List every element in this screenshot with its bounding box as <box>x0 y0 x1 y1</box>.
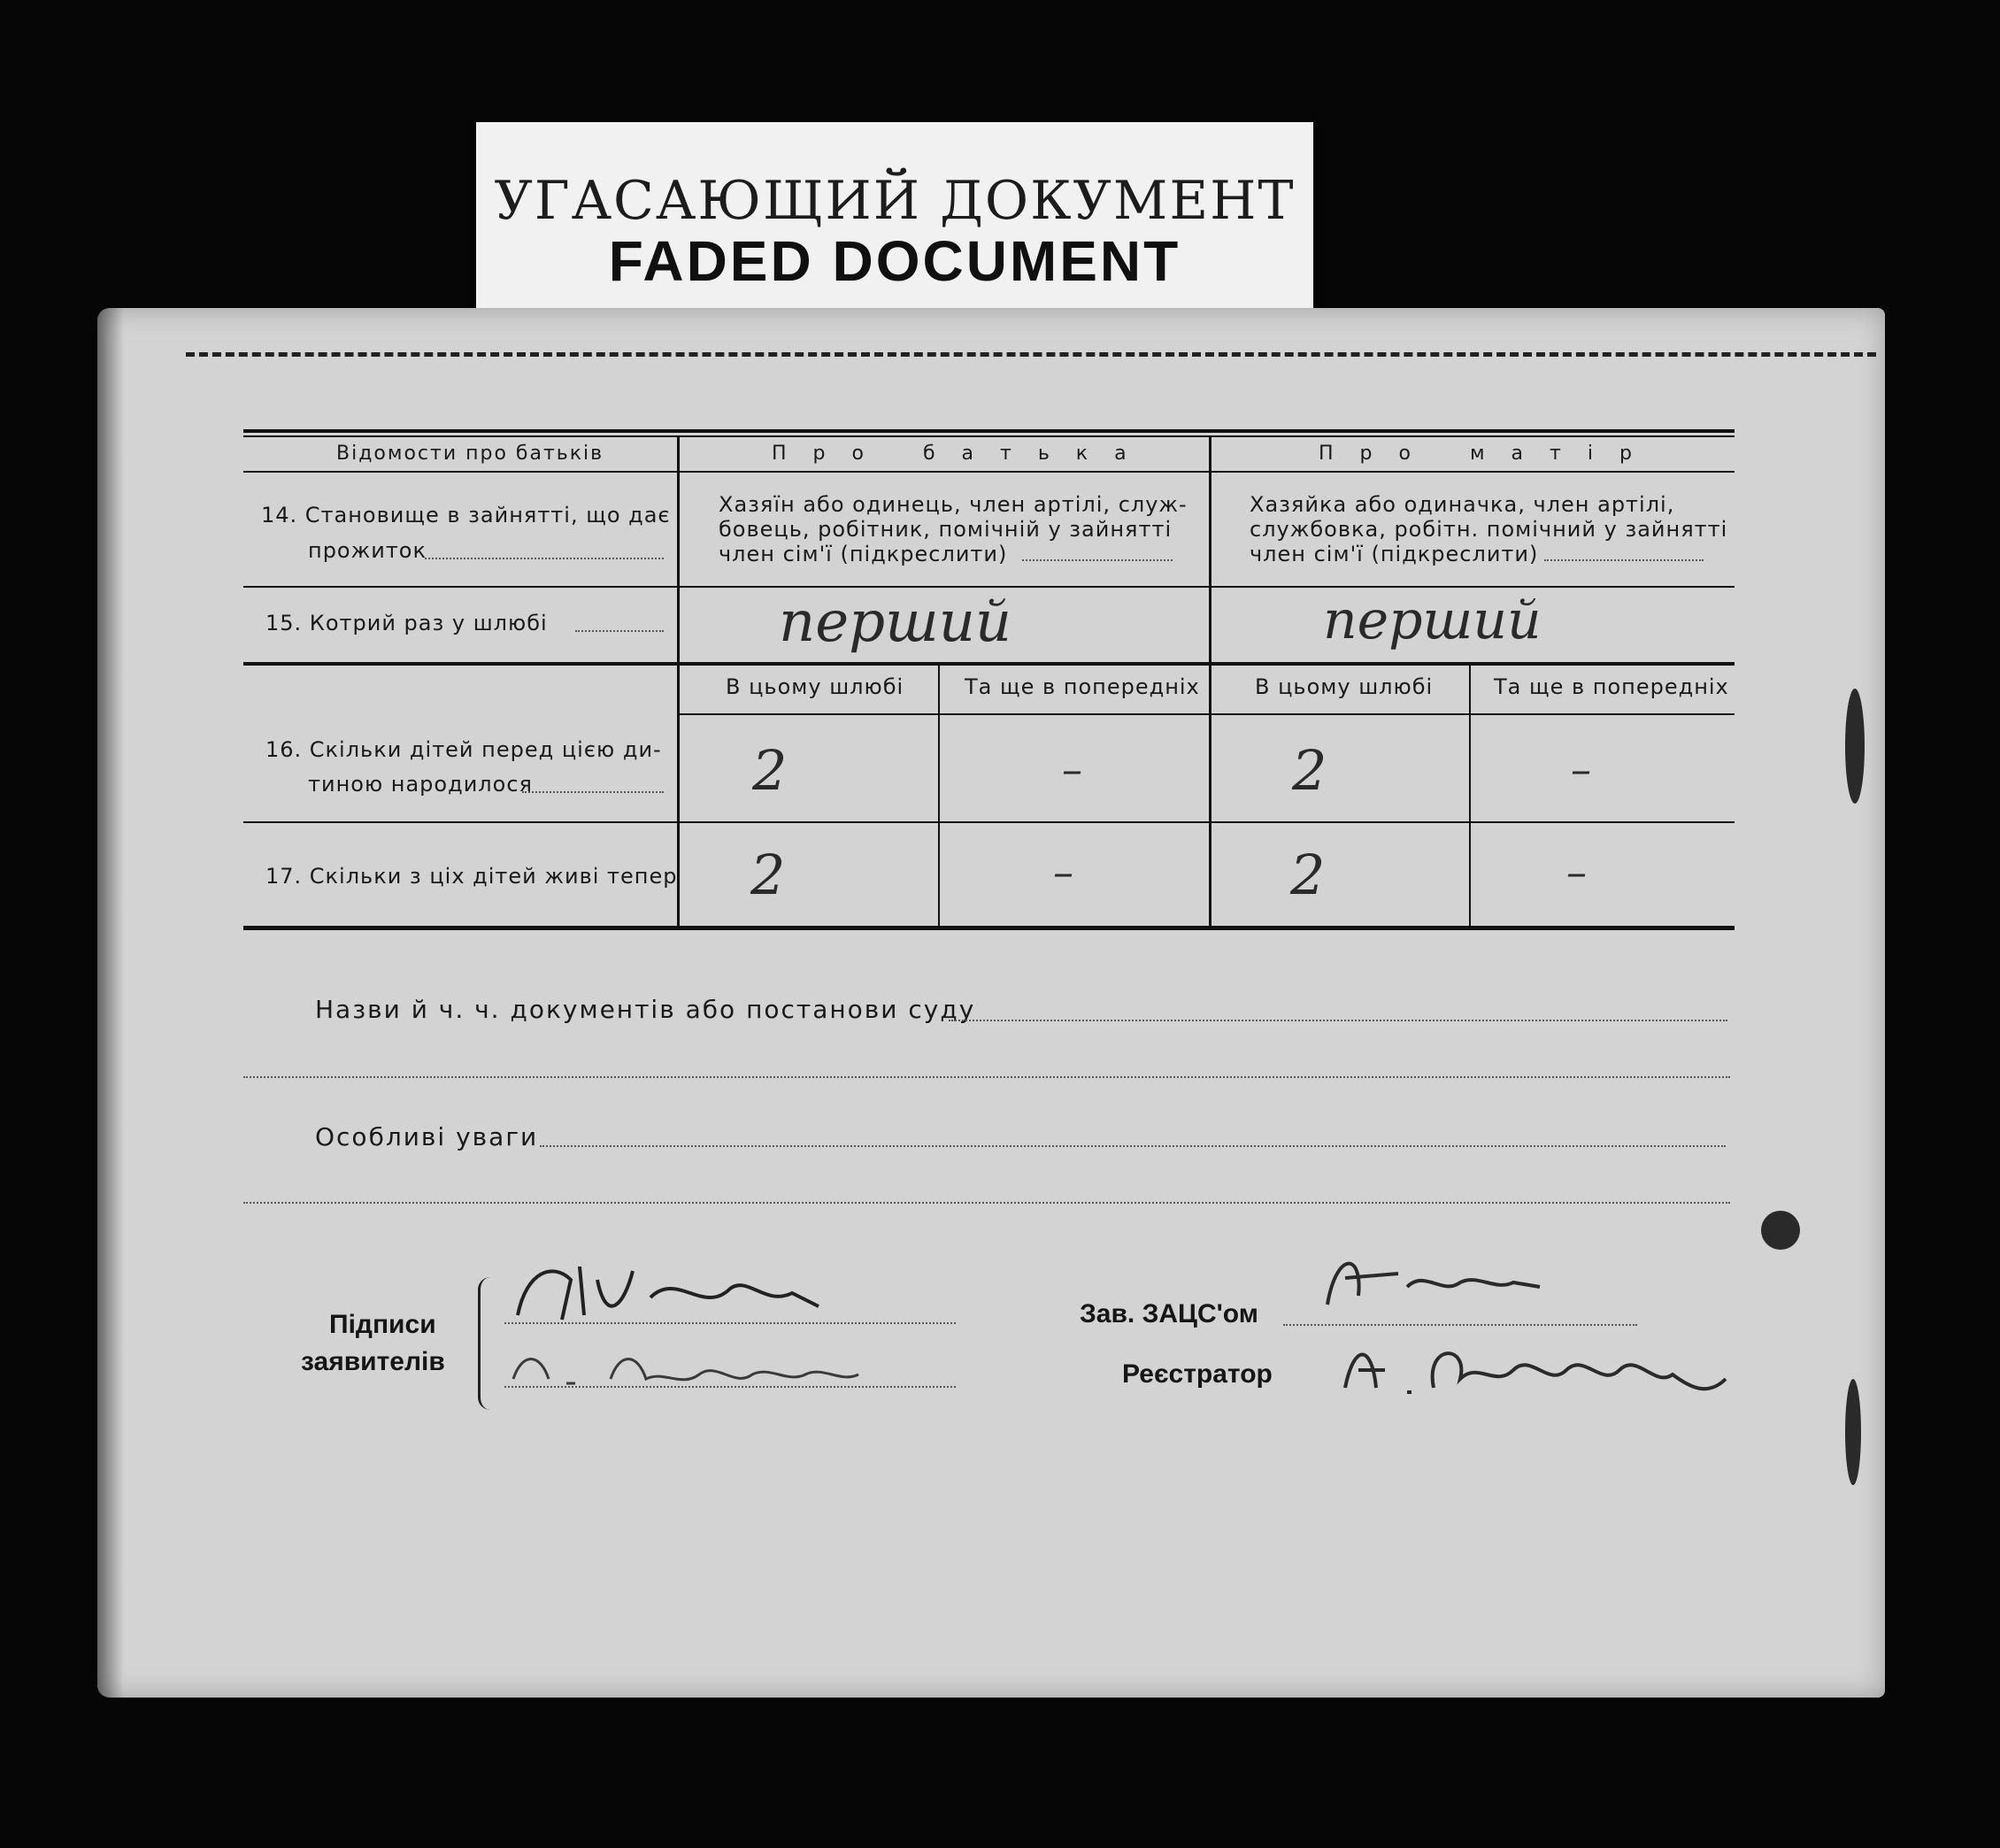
row17-father-prev: – <box>1053 848 1073 896</box>
row17-father-this: 2 <box>750 843 786 907</box>
subheader-mother-this: В цьому шлюбі <box>1255 674 1434 699</box>
dot-leader <box>1544 559 1704 561</box>
notes-line-2 <box>243 1202 1730 1204</box>
registrar-label: Реєстратор <box>1122 1359 1273 1389</box>
notes-label: Особливі уваги <box>315 1122 539 1151</box>
row14-father-options-3: член сім'ї (підкреслити) <box>719 542 1008 566</box>
row16-divider <box>243 821 1735 823</box>
row14-mother-options-3: член сім'ї (підкреслити) <box>1250 542 1539 566</box>
row14-label-cont: прожиток <box>308 538 427 563</box>
binding-hole <box>1845 1379 1861 1485</box>
notes-line <box>540 1145 1726 1147</box>
subheader-father-prev: Та ще в попередніх <box>965 674 1200 699</box>
subheader-divider <box>677 713 1735 715</box>
row14-divider <box>243 586 1735 588</box>
header-parents-info: Відомости про батьків <box>336 443 604 465</box>
documents-label: Назви й ч. ч. документів або постанови суду <box>315 995 976 1024</box>
row16-mother-this: 2 <box>1292 738 1327 803</box>
table-top-border <box>243 429 1735 433</box>
row15-divider <box>243 662 1735 666</box>
faded-document-label <box>476 122 1313 312</box>
applicant-signature-2 <box>504 1335 929 1397</box>
row15-father-handwritten: перший <box>779 589 1012 655</box>
perforation-line <box>186 352 1876 357</box>
dot-leader <box>425 558 664 559</box>
table-top-border-inner <box>243 435 1735 437</box>
row16-label-cont: тиною народилося <box>308 772 533 797</box>
col-divider <box>677 435 680 928</box>
row14-mother-options-2: службовка, робітн. помічний у зайнятті <box>1250 517 1728 542</box>
row14-father-options-2: бовець, робітник, помічній у зайнятті <box>719 517 1173 542</box>
head-signature <box>1319 1243 1584 1322</box>
subheader-mother-prev: Та ще в попередніх <box>1494 674 1729 699</box>
col-divider <box>1469 664 1471 928</box>
dot-leader <box>522 791 664 793</box>
subheader-father-this: В цьому шлюбі <box>726 674 904 699</box>
header-father: Про батька <box>772 443 1153 465</box>
applicant-signature-1 <box>500 1253 907 1333</box>
row15-label: 15. Котрий раз у шлюбі <box>265 611 548 635</box>
row15-mother-handwritten: перший <box>1323 589 1542 651</box>
banner-ru-text: УГАСАЮЩИЙ ДОКУМЕНТ <box>494 170 1296 232</box>
row17-mother-prev: – <box>1566 848 1587 896</box>
head-zags-label: Зав. ЗАЦС'ом <box>1080 1299 1258 1328</box>
applicants-label-1: Підписи <box>329 1310 436 1339</box>
binding-hole <box>1761 1211 1800 1250</box>
registrar-signature <box>1336 1326 1761 1423</box>
applicants-label-2: заявителів <box>301 1347 445 1376</box>
dot-leader <box>1022 559 1173 561</box>
binding-hole <box>1845 689 1865 804</box>
banner-en-text: FADED DOCUMENT <box>608 229 1181 293</box>
row16-mother-prev: – <box>1571 745 1591 793</box>
row14-mother-options-1: Хазяйка або одиначка, член артілі, <box>1250 492 1675 517</box>
signature-brace <box>478 1277 496 1410</box>
document-sheet <box>97 308 1885 1698</box>
row16-father-this: 2 <box>752 738 788 803</box>
header-mother: Про матір <box>1319 443 1658 465</box>
row16-father-prev: – <box>1062 745 1082 793</box>
row16-label: 16. Скільки дітей перед цією ди- <box>265 737 662 762</box>
row14-label: 14. Становище в зайнятті, що дає <box>261 503 671 527</box>
header-divider <box>243 471 1735 473</box>
row17-label: 17. Скільки з ціх дітей живі тепер <box>265 864 678 889</box>
row17-mother-this: 2 <box>1290 843 1326 907</box>
documents-line-2 <box>243 1076 1730 1078</box>
col-divider <box>938 664 940 928</box>
dot-leader <box>575 630 664 632</box>
table-bottom-border <box>243 926 1735 930</box>
row14-father-options-1: Хазяїн або одинець, член артілі, служ- <box>719 492 1188 517</box>
documents-line <box>949 1020 1727 1021</box>
col-divider <box>1209 435 1212 928</box>
